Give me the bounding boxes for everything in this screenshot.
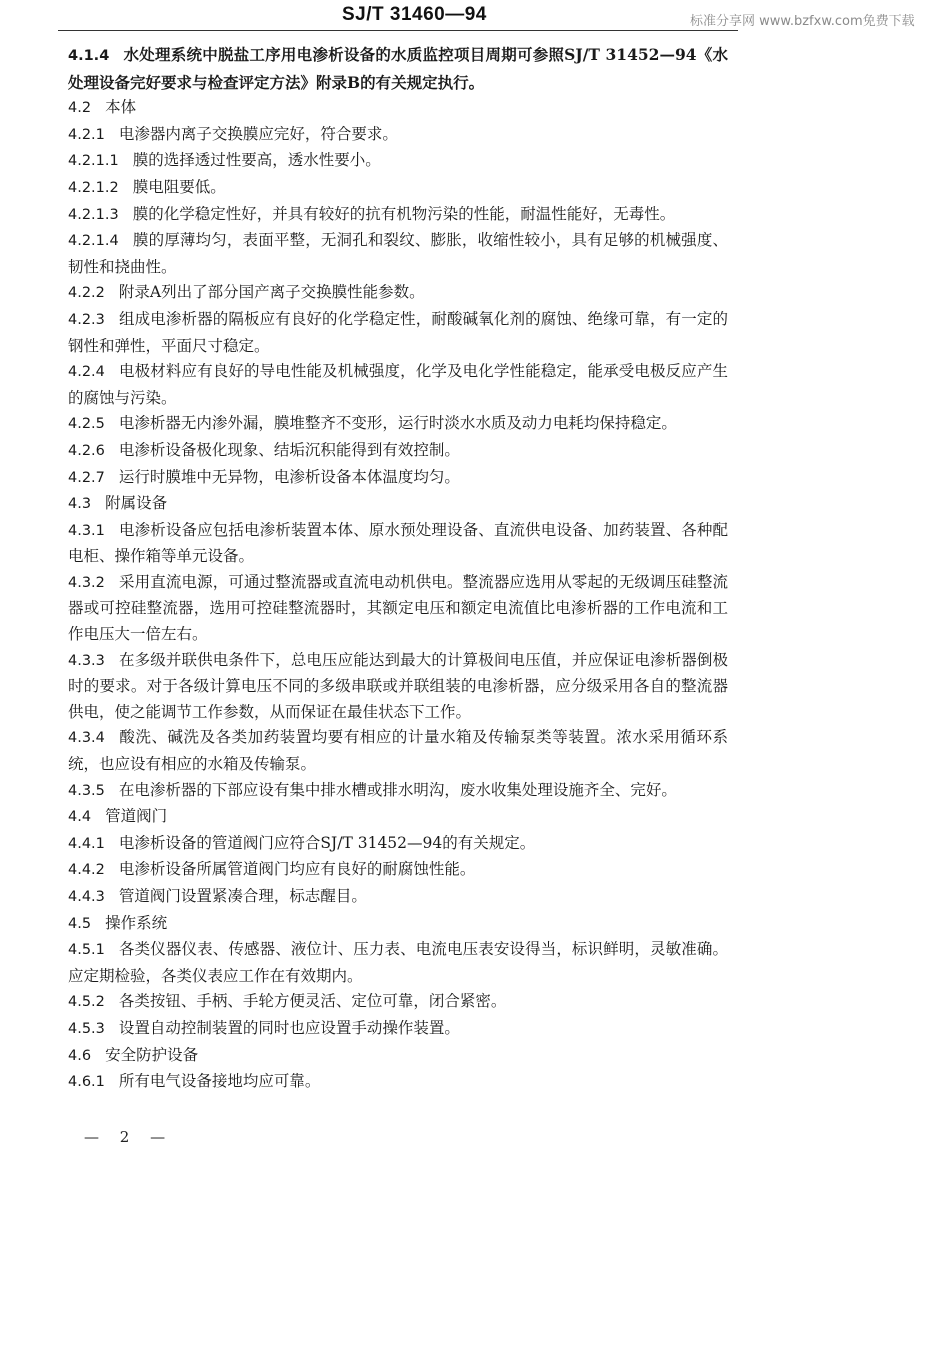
clause-text: 运行时膜堆中无异物，电渗析设备本体温度均匀。: [118, 467, 460, 486]
clause-4-3-1: [68, 518, 728, 570]
clause-text: 膜电阻要低。: [132, 177, 226, 196]
clause-4-6: [68, 1043, 728, 1070]
clause-number: 4.2.1.3: [68, 206, 119, 223]
clause-text: 电渗析设备的管道阀门应符合SJ/T 31452—94的有关规定。: [118, 833, 536, 852]
clause-4-2-1: [68, 122, 728, 149]
clause-text: 安全防护设备: [105, 1045, 199, 1064]
clause-text: 电渗析设备极化现象、结垢沉积能得到有效控制。: [118, 440, 460, 459]
clause-text: 本体: [105, 98, 137, 117]
clause-number: 4.5: [68, 915, 92, 932]
clause-number: 4.6.1: [68, 1074, 105, 1091]
clause-text: 所有电气设备接地均应可靠。: [118, 1072, 321, 1091]
document-body: [68, 42, 728, 1096]
clause-number: 4.2.4: [68, 364, 105, 381]
clause-text: 操作系统: [105, 913, 168, 932]
clause-number: 4.4.1: [68, 835, 105, 852]
clause-4-2-1-4: [68, 228, 728, 280]
clause-text: 在电渗析器的下部应设有集中排水槽或排水明沟，废水收集处理设施齐全、完好。: [118, 780, 677, 799]
clause-number: 4.1.4: [68, 48, 110, 64]
clause-4-4-3: [68, 884, 728, 911]
clause-number: 4.3.4: [68, 730, 105, 747]
clause-text: 膜的化学稳定性好，并具有较好的抗有机物污染的性能，耐温性能好，无毒性。: [132, 204, 676, 223]
clause-text: 各类按钮、手柄、手轮方便灵活、定位可靠，闭合紧密。: [118, 992, 507, 1011]
page-number: — 2 —: [84, 1128, 174, 1146]
clause-4-6-1: [68, 1069, 728, 1096]
clause-text: 电极材料应有良好的导电性能及机械强度，化学及电化学性能稳定，能承受电极反应产生的腐蚀与污染。: [68, 362, 728, 407]
clause-4-3-5: [68, 778, 728, 805]
clause-number: 4.4.3: [68, 889, 105, 905]
clause-number: 4.2.1: [68, 126, 105, 143]
clause-4-2-1-2: [68, 175, 728, 202]
header-rule: [58, 30, 738, 31]
clause-4-2-1-1: [68, 148, 728, 175]
clause-4-4: [68, 804, 728, 831]
clause-text: 各类仪器仪表、传感器、液位计、压力表、电流电压表安设得当，标识鲜明，灵敏准确。应定期检验，各类仪表应工作在有效期内。: [68, 940, 728, 985]
clause-4-2-4: [68, 359, 728, 411]
clause-text: 膜的选择透过性要高，透水性要小。: [132, 151, 381, 170]
clause-number: 4.2.2: [68, 285, 105, 302]
clause-text: 采用直流电源，可通过整流器或直流电动机供电。整流器应选用从零起的无级调压硅整流器或可控硅整流器，选用可控硅整流器时，其额定电压和额定电流值比电渗析器的工作电流和工作电压大一倍左右。: [68, 572, 728, 644]
clause-number: 4.2: [68, 100, 92, 117]
clause-4-2-1-3: [68, 202, 728, 229]
clause-4-3-2: [68, 570, 728, 648]
clause-text: 电渗析设备应包括电渗析装置本体、原水预处理设备、直流供电设备、加药装置、各种配电柜、操作箱等单元设备。: [68, 520, 728, 566]
clause-4-2-5: [68, 411, 728, 438]
clause-4-3: [68, 491, 728, 518]
clause-text: 管道阀门: [105, 807, 168, 826]
standard-number: SJ/T 31460—94: [342, 4, 487, 25]
clause-text: 附录A列出了部分国产离子交换膜性能参数。: [118, 283, 425, 302]
clause-number: 4.2.1.2: [68, 179, 119, 196]
clause-number: 4.3.1: [68, 522, 105, 539]
clause-number: 4.2.1.1: [68, 153, 119, 170]
clause-4-3-3: [68, 648, 728, 726]
clause-4-3-4: [68, 725, 728, 777]
clause-number: 4.5.2: [68, 994, 105, 1011]
clause-number: 4.2.7: [68, 469, 105, 486]
clause-number: 4.5.1: [68, 942, 105, 959]
clause-text: 水处理系统中脱盐工序用电渗析设备的水质监控项目周期可参照SJ/T 31452—94《水处理设备完好要求与检查评定方法》附录B的有关规定执行。: [68, 45, 728, 92]
clause-number: 4.3: [68, 496, 92, 513]
clause-text: 组成电渗析器的隔板应有良好的化学稳定性，耐酸碱氧化剂的腐蚀、绝缘可靠，有一定的钢性和弹性，平面尺寸稳定。: [68, 309, 728, 355]
clause-4-2-6: [68, 438, 728, 465]
clause-text: 设置自动控制装置的同时也应设置手动操作装置。: [118, 1018, 460, 1037]
clause-number: 4.3.5: [68, 782, 105, 799]
clause-4-5: [68, 911, 728, 938]
clause-number: 4.2.3: [68, 311, 105, 328]
clause-4-5-3: [68, 1016, 728, 1043]
clause-number: 4.3.2: [68, 574, 105, 591]
clause-number: 4.4.2: [68, 862, 105, 879]
clause-4-2: [68, 95, 728, 122]
clause-number: 4.4: [68, 809, 92, 826]
clause-4-2-7: [68, 465, 728, 492]
clause-number: 4.2.1.4: [68, 233, 119, 250]
clause-4-2-2: [68, 280, 728, 307]
clause-number: 4.6: [68, 1047, 92, 1064]
clause-text: 管道阀门设置紧凑合理，标志醒目。: [118, 887, 367, 905]
clause-4-5-2: [68, 989, 728, 1016]
clause-number: 4.2.6: [68, 442, 105, 459]
clause-text: 电渗析设备所属管道阀门均应有良好的耐腐蚀性能。: [118, 860, 476, 879]
clause-text: 电渗器内离子交换膜应完好，符合要求。: [118, 124, 398, 143]
clause-text: 膜的厚薄均匀，表面平整，无洞孔和裂纹、膨胀，收缩性较小，具有足够的机械强度、韧性和挠曲性。: [68, 231, 728, 276]
clause-number: 4.5.3: [68, 1020, 105, 1037]
clause-number: 4.3.3: [68, 652, 105, 669]
clause-4-2-3: [68, 307, 728, 359]
clause-4-4-1: [68, 831, 728, 858]
clause-text: 在多级并联供电条件下，总电压应能达到最大的计算极间电压值，并应保证电渗析器倒极时的要求。对于各级计算电压不同的多级串联或并联组装的电渗析器，应分级采用各自的整流器供电，使之能调节工作参数，从而保证在最佳状态下工作。: [68, 650, 728, 721]
clause-4-4-2: [68, 857, 728, 884]
watermark: 标准分享网 www.bzfxw.com免费下载: [690, 14, 915, 29]
clause-4-1-4: [68, 42, 728, 95]
clause-4-5-1: [68, 937, 728, 989]
clause-text: 电渗析器无内渗外漏，膜堆整齐不变形，运行时淡水水质及动力电耗均保持稳定。: [118, 414, 677, 433]
clause-text: 附属设备: [105, 494, 168, 513]
clause-text: 酸洗、碱洗及各类加药装置均要有相应的计量水箱及传输泵类等装置。浓水采用循环系统，也应设有相应的水箱及传输泵。: [68, 728, 728, 774]
clause-number: 4.2.5: [68, 416, 105, 433]
